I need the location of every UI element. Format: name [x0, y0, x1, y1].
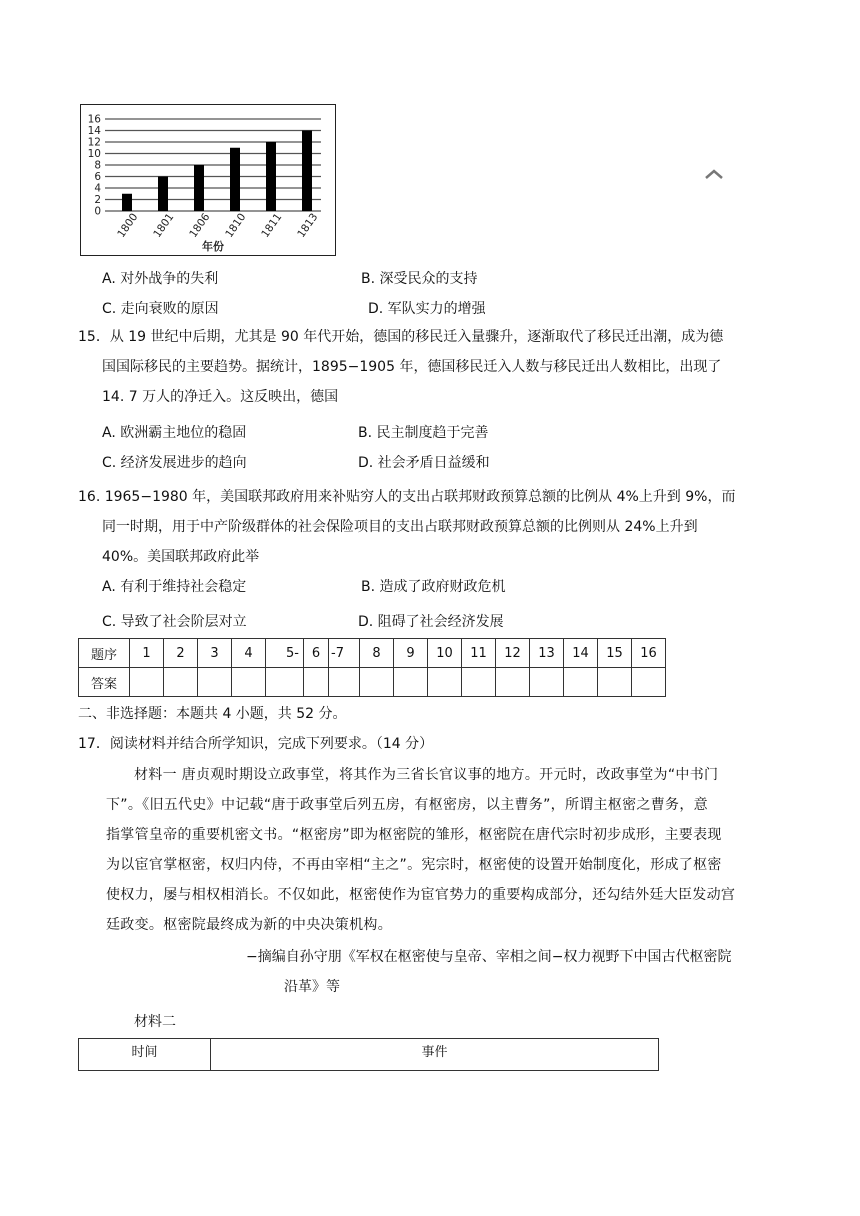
question-16: [78, 482, 778, 572]
question-number-cell: 9: [394, 639, 428, 668]
q17-title: 17．阅读材料并结合所学知识，完成下列要求。（14 分）: [78, 736, 434, 752]
answer-cell[interactable]: [428, 668, 462, 697]
answer-cell[interactable]: [462, 668, 496, 697]
material-1-paragraph: [106, 760, 774, 940]
answer-cell[interactable]: [232, 668, 266, 697]
material-1-line: 使权力，屡与相权相消长。不仅如此，枢密使作为宦官势力的重要构成部分，还勾结外廷大臣发动宫: [106, 887, 736, 903]
q15-line-3: 14. 7 万人的净迁入。这反映出，德国: [102, 389, 339, 405]
material-1-line: 为以宦官掌枢密，权归内侍，不再由宰相“主之”。宪宗时，枢密使的设置开始制度化，形成了枢密: [106, 857, 722, 873]
question-number-cell: 1: [130, 639, 164, 668]
material-2-header-row: [79, 1039, 659, 1071]
q16-line-3: 40%。美国联邦政府此举: [102, 549, 260, 565]
x-tick-label: 1813: [295, 211, 321, 240]
answer-cell[interactable]: [530, 668, 564, 697]
bar-chart: [80, 104, 336, 256]
answer-cell[interactable]: [304, 668, 329, 697]
bar: [302, 131, 312, 212]
answer-cell[interactable]: [164, 668, 198, 697]
q15-option-c: C. 经济发展进步的趋向: [102, 455, 247, 471]
bar: [194, 165, 204, 211]
q14-option-b: B. 深受民众的支持: [361, 271, 478, 287]
q16-option-b: B. 造成了政府财政危机: [361, 579, 506, 595]
q14-option-c: C. 走向衰败的原因: [102, 301, 219, 317]
answer-cell[interactable]: [329, 668, 360, 697]
q15-line-2: 国国际移民的主要趋势。据统计，1895−1905 年，德国移民迁入人数与移民迁出人数相比，出现了: [102, 359, 722, 375]
y-tick-label: 14: [87, 125, 101, 137]
question-number-cell: 16: [632, 639, 666, 668]
question-number-cell: 4: [232, 639, 266, 668]
x-tick-label: 1800: [115, 211, 141, 240]
y-tick-label: 10: [87, 148, 101, 160]
question-number-cell: -7: [329, 639, 360, 668]
question-number-cell: 12: [496, 639, 530, 668]
y-tick-label: 6: [94, 171, 101, 183]
y-tick-label: 2: [94, 194, 101, 206]
question-number-cell: 3: [198, 639, 232, 668]
question-number-cell: 5-: [266, 639, 304, 668]
x-tick-label: 1811: [259, 211, 285, 240]
q16-option-d: D. 阻碍了社会经济发展: [358, 614, 504, 630]
question-number-cell: 14: [564, 639, 598, 668]
row-label-question-number: 题序: [79, 639, 130, 668]
x-tick-label: 1801: [151, 211, 177, 240]
y-tick-label: 4: [94, 182, 101, 195]
x-axis-label: 年份: [202, 240, 224, 253]
material-1-line: 下”。《旧五代史》中记载“唐于政事堂后列五房，有枢密房，以主曹务”，所谓主枢密之曹务，意: [106, 797, 708, 813]
material-2-label: 材料二: [134, 1014, 176, 1030]
y-tick-label: 8: [94, 159, 101, 172]
answer-cell[interactable]: [360, 668, 394, 697]
q14-option-d: D. 军队实力的增强: [368, 301, 486, 317]
material-1-line: 指掌管皇帝的重要机密文书。“枢密房”即为枢密院的雏形，枢密院在唐代宗时初步成形，主要表现: [106, 827, 722, 843]
material-1-line: 材料一 唐贞观时期设立政事堂，将其作为三省长官议事的地方。开元时，改政事堂为“中书门: [134, 767, 719, 783]
material-2-table: [78, 1038, 659, 1071]
q15-option-a: A. 欧洲霸主地位的稳固: [102, 425, 247, 441]
bar: [266, 142, 276, 211]
question-number-cell: 13: [530, 639, 564, 668]
question-number-cell: 6: [304, 639, 329, 668]
header-time: 时间: [79, 1039, 211, 1071]
q15-option-b: B. 民主制度趋于完善: [358, 425, 489, 441]
row-label-answer: 答案: [79, 668, 130, 697]
caret-up-icon: [704, 168, 724, 180]
answer-cell[interactable]: [266, 668, 304, 697]
bar: [122, 194, 132, 211]
header-event: 事件: [211, 1039, 659, 1071]
x-tick-label: 1806: [187, 211, 213, 240]
bar: [158, 177, 168, 212]
question-number-cell: 10: [428, 639, 462, 668]
x-tick-label: 1810: [223, 211, 249, 240]
answer-table-answer-row: [79, 668, 666, 697]
question-number-cell: 2: [164, 639, 198, 668]
q15-option-d: D. 社会矛盾日益缓和: [358, 455, 490, 471]
material-1-line: 廷政变。枢密院最终成为新的中央决策机构。: [106, 917, 392, 933]
y-tick-label: 16: [87, 113, 101, 126]
q15-line-1: 15．从 19 世纪中后期，尤其是 90 年代开始，德国的移民迁入量骤升，逐渐取代了移民迁出潮，成为德: [78, 329, 724, 345]
answer-cell[interactable]: [632, 668, 666, 697]
answer-cell[interactable]: [198, 668, 232, 697]
answer-cell[interactable]: [598, 668, 632, 697]
question-number-cell: 8: [360, 639, 394, 668]
source-citation-line-2: 沿革》等: [284, 979, 340, 995]
bar: [230, 148, 240, 211]
answer-cell[interactable]: [130, 668, 164, 697]
answer-cell[interactable]: [496, 668, 530, 697]
answer-table: [78, 638, 666, 697]
source-citation-line-1: −摘编自孙守朋《军权在枢密使与皇帝、宰相之间−权力视野下中国古代枢密院: [246, 949, 732, 965]
answer-table-header-row: [79, 639, 666, 668]
q14-option-a: A. 对外战争的失利: [102, 271, 219, 287]
y-tick-label: 0: [94, 205, 101, 218]
q16-option-a: A. 有利于维持社会稳定: [102, 579, 247, 595]
y-tick-label: 12: [87, 136, 101, 149]
chart-svg: [81, 105, 334, 254]
section-2-heading: 二、非选择题：本题共 4 小题，共 52 分。: [78, 706, 347, 722]
question-15: [78, 322, 778, 412]
question-number-cell: 15: [598, 639, 632, 668]
q16-line-1: 16. 1965−1980 年，美国联邦政府用来补贴穷人的支出占联邦财政预算总额的比例从 4%上升到 9%，而: [78, 489, 736, 505]
q16-option-c: C. 导致了社会阶层对立: [102, 614, 247, 630]
q16-line-2: 同一时期，用于中产阶级群体的社会保险项目的支出占联邦财政预算总额的比例则从 24%上升到: [102, 519, 698, 535]
answer-cell[interactable]: [394, 668, 428, 697]
question-number-cell: 11: [462, 639, 496, 668]
answer-cell[interactable]: [564, 668, 598, 697]
